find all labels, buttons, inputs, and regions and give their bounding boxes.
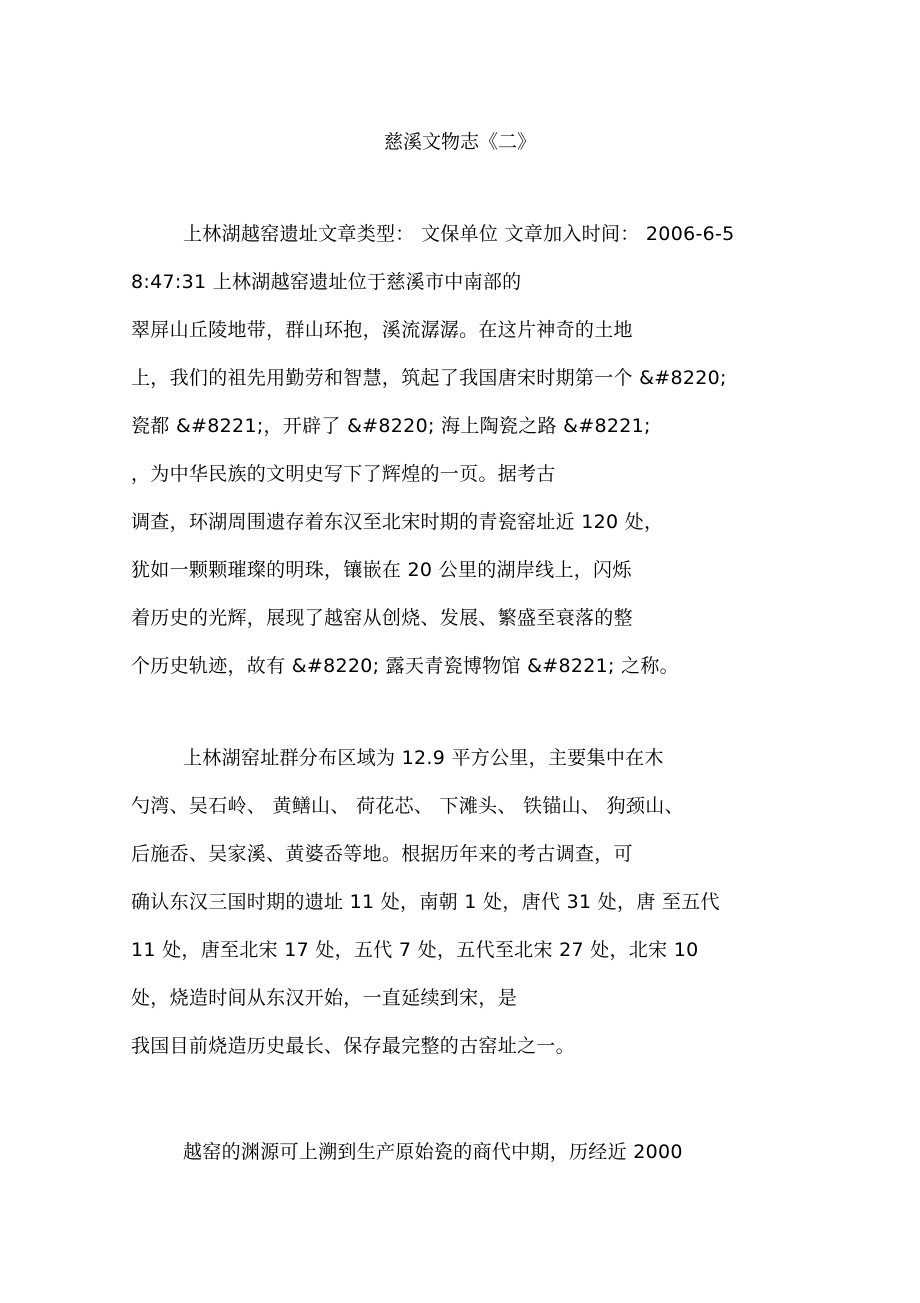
paragraph-1-line-10: 个历史轨迹，故有 &#8220; 露天青瓷博物馆 &#8221; 之称。 xyxy=(131,655,679,677)
document-title: 慈溪文物志《二》 xyxy=(383,131,536,153)
paragraph-2-line-1: 上林湖窑址群分布区域为 12.9 平方公里，主要集中在木 xyxy=(183,747,664,769)
paragraph-2-line-5: 11 处，唐至北宋 17 处，五代 7 处，五代至北宋 27 处，北宋 10 xyxy=(131,939,699,961)
paragraph-1-line-8: 犹如一颗颗璀璨的明珠，镶嵌在 20 公里的湖岸线上，闪烁 xyxy=(131,559,632,581)
paragraph-2-line-6: 处，烧造时间从东汉开始，一直延续到宋，是 xyxy=(131,987,518,1009)
paragraph-1-line-1: 上林湖越窑遗址文章类型： 文保单位 文章加入时间： 2006-6-5 xyxy=(183,223,735,245)
paragraph-1-line-2: 8:47:31 上林湖越窑遗址位于慈溪市中南部的 xyxy=(131,271,522,293)
paragraph-1-line-3: 翠屏山丘陵地带，群山环抱，溪流潺潺。在这片神奇的土地 xyxy=(131,319,633,341)
paragraph-1-line-5: 瓷都 &#8221;，开辟了 &#8220; 海上陶瓷之路 &#8221; xyxy=(131,415,651,437)
paragraph-2-line-7: 我国目前烧造历史最长、保存最完整的古窑址之一。 xyxy=(131,1035,575,1057)
paragraph-1-line-6: ，为中华民族的文明史写下了辉煌的一页。据考古 xyxy=(131,463,556,485)
paragraph-1-line-9: 着历史的光辉，展现了越窑从创烧、发展、繁盛至衰落的整 xyxy=(131,607,633,629)
paragraph-1-line-7: 调查，环湖周围遗存着东汉至北宋时期的青瓷窑址近 120 处， xyxy=(131,511,664,533)
paragraph-2-line-4: 确认东汉三国时期的遗址 11 处，南朝 1 处，唐代 31 处，唐 至五代 xyxy=(131,891,720,913)
paragraph-3-line-1: 越窑的渊源可上溯到生产原始瓷的商代中期，历经近 2000 xyxy=(183,1141,683,1163)
paragraph-1-line-4: 上，我们的祖先用勤劳和智慧，筑起了我国唐宋时期第一个 &#8220; xyxy=(131,367,727,389)
paragraph-2-line-2: 勺湾、吴石岭、 黄鳝山、 荷花芯、 下滩头、 铁锚山、 狗颈山、 xyxy=(131,795,684,817)
paragraph-2-line-3: 后施岙、吴家溪、黄婆岙等地。根据历年来的考古调查，可 xyxy=(131,843,633,865)
